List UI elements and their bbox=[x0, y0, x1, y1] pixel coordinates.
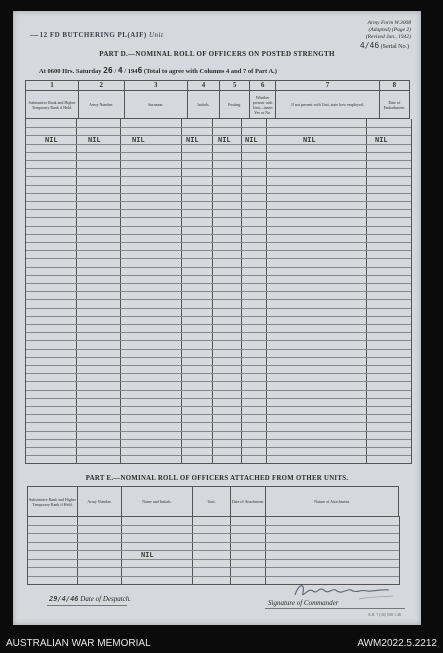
year-prefix: 194 bbox=[127, 68, 138, 75]
date-of-despatch bbox=[49, 595, 131, 603]
column-header: Unit. bbox=[193, 487, 231, 517]
row-rule bbox=[28, 550, 399, 551]
row-rule bbox=[26, 168, 411, 169]
row-rule bbox=[26, 308, 411, 309]
nil-entry: NIL bbox=[132, 136, 145, 144]
row-rule bbox=[26, 357, 411, 358]
row-rule bbox=[26, 242, 411, 243]
nil-entry: NIL bbox=[141, 551, 154, 559]
row-rule bbox=[26, 390, 411, 391]
despatch-date-value: 29/4/46 bbox=[49, 595, 79, 603]
column-number: 4 bbox=[187, 81, 219, 91]
nil-entry: NIL bbox=[375, 136, 388, 144]
row-rule bbox=[26, 431, 411, 432]
row-rule bbox=[26, 283, 411, 284]
row-rule bbox=[26, 439, 411, 440]
form-sheet bbox=[13, 11, 421, 625]
row-rule bbox=[26, 414, 411, 415]
nil-entry: NIL bbox=[245, 136, 258, 144]
row-rule bbox=[26, 258, 411, 259]
serial-value: 4/46 bbox=[359, 41, 380, 50]
unit-line: —- 12 FD BUTCHERING PL(AIF) Unit bbox=[30, 31, 164, 39]
nil-entry: NIL bbox=[88, 136, 101, 144]
row-rule bbox=[26, 226, 411, 227]
form-ref-line: Army Form W.3008 bbox=[367, 20, 411, 26]
column-header: Army Number. bbox=[78, 487, 122, 517]
column-number: 8 bbox=[379, 81, 409, 91]
column-header: Initials. bbox=[187, 91, 219, 119]
row-rule bbox=[26, 299, 411, 300]
row-rule bbox=[28, 542, 399, 543]
serial-number bbox=[360, 41, 409, 50]
row-rule bbox=[26, 324, 411, 325]
print-info: A.R. 7 (38) 500 1.46 bbox=[367, 612, 401, 617]
part-d-body bbox=[25, 119, 412, 464]
unit-label: Unit bbox=[148, 31, 164, 39]
signature-label: Signature of Commander bbox=[268, 599, 339, 607]
column-number: 3 bbox=[124, 81, 187, 91]
part-d-table bbox=[25, 80, 410, 119]
row-rule bbox=[26, 201, 411, 202]
part-e-title: PART E.—NOMINAL ROLL OF OFFICERS ATTACHED FROM OTHER UNITS. bbox=[85, 475, 349, 482]
row-rule bbox=[26, 381, 411, 382]
row-rule bbox=[26, 127, 411, 128]
row-rule bbox=[26, 250, 411, 251]
unit-name: 12 FD BUTCHERING PL(AIF) bbox=[39, 31, 147, 39]
nil-entry: NIL bbox=[303, 136, 316, 144]
part-d-date-line: At 0600 Hrs. Saturday 26 / 4 / 1946 (Total to agree with Columns 4 and 7 of Part A.) bbox=[39, 66, 277, 75]
column-number: 2 bbox=[78, 81, 124, 91]
row-rule bbox=[26, 185, 411, 186]
row-rule bbox=[26, 176, 411, 177]
row-rule bbox=[26, 365, 411, 366]
row-rule bbox=[26, 455, 411, 456]
row-rule bbox=[26, 267, 411, 268]
archive-reference: AWM2022.5.2212 bbox=[357, 638, 437, 649]
row-rule bbox=[26, 217, 411, 218]
row-rule bbox=[26, 447, 411, 448]
column-header: Date of Attachment. bbox=[231, 487, 266, 517]
form-ref-line: (Revised Jan., 1942) bbox=[365, 34, 411, 40]
despatch-date-label: Date of Despatch. bbox=[80, 595, 132, 603]
column-number: 6 bbox=[250, 81, 276, 91]
column-header: If not present with Unit, state how employed. bbox=[276, 91, 380, 119]
column-header: Name and Initials. bbox=[122, 487, 193, 517]
part-e-table bbox=[27, 486, 399, 517]
form-reference bbox=[366, 20, 411, 41]
row-rule bbox=[26, 422, 411, 423]
part-e-body bbox=[27, 516, 400, 585]
row-rule bbox=[26, 373, 411, 374]
row-rule bbox=[26, 275, 411, 276]
row-rule bbox=[26, 193, 411, 194]
row-rule bbox=[26, 316, 411, 317]
row-rule bbox=[28, 533, 399, 534]
row-rule bbox=[26, 340, 411, 341]
row-rule bbox=[26, 152, 411, 153]
column-number: 5 bbox=[220, 81, 250, 91]
column-header: Substantive Rank and Higher Temporary Rank if Held. bbox=[26, 91, 79, 119]
at-prefix: At 0600 Hrs. Saturday bbox=[39, 68, 102, 75]
nil-entry: NIL bbox=[45, 136, 58, 144]
year-suffix: 6 bbox=[137, 66, 143, 75]
row-rule bbox=[26, 160, 411, 161]
row-rule bbox=[28, 576, 399, 577]
date-rule bbox=[47, 605, 127, 606]
row-rule bbox=[26, 398, 411, 399]
date-day: 26 bbox=[103, 66, 113, 75]
column-header: Nature of Attachment. bbox=[266, 487, 399, 517]
date-month: 4 bbox=[117, 66, 123, 75]
row-rule bbox=[28, 567, 399, 568]
row-rule bbox=[26, 332, 411, 333]
column-header: Posting. bbox=[220, 91, 250, 119]
row-rule bbox=[26, 209, 411, 210]
column-header: Whether present with Unit—insert Yes or No. bbox=[250, 91, 276, 119]
at-suffix: (Total to agree with Columns 4 and 7 of Part A.) bbox=[143, 68, 277, 75]
row-rule bbox=[26, 406, 411, 407]
archive-institution: AUSTRALIAN WAR MEMORIAL bbox=[6, 638, 151, 649]
row-rule bbox=[28, 559, 399, 560]
signature-rule bbox=[265, 608, 405, 609]
column-header: Date of Embarkment. bbox=[379, 91, 409, 119]
row-rule bbox=[26, 349, 411, 350]
row-rule bbox=[26, 234, 411, 235]
serial-label: (Serial No.) bbox=[380, 44, 409, 50]
nil-entry: NIL bbox=[218, 136, 231, 144]
column-header: Substantive Rank and Higher Temporary Rank if Held. bbox=[28, 487, 78, 517]
row-rule bbox=[28, 525, 399, 526]
form-ref-line: (Adapted) (Page 2) bbox=[368, 27, 411, 33]
column-header: Army Number. bbox=[78, 91, 124, 119]
row-rule bbox=[26, 291, 411, 292]
column-number: 7 bbox=[276, 81, 380, 91]
part-d-title: PART D.—NOMINAL ROLL OF OFFICERS ON POSTED STRENGTH bbox=[99, 50, 335, 58]
column-header: Surname. bbox=[124, 91, 187, 119]
nil-entry: NIL bbox=[186, 136, 199, 144]
column-number: 1 bbox=[26, 81, 79, 91]
